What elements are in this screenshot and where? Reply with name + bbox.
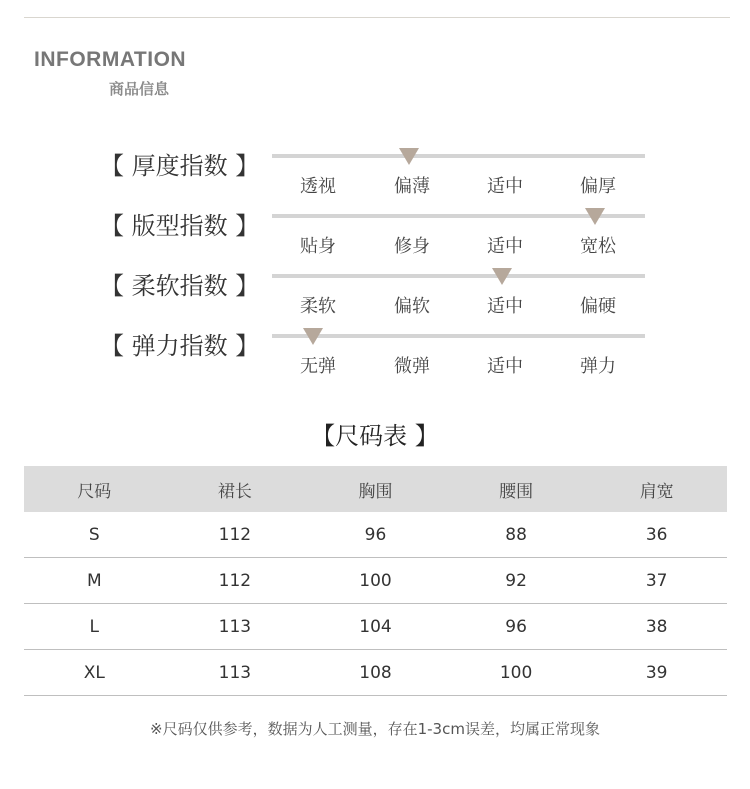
index-option: 修身 <box>394 236 430 257</box>
index-marker <box>303 328 323 345</box>
index-option: 偏薄 <box>394 176 430 197</box>
table-cell: XL <box>24 650 165 696</box>
index-row-thickness <box>0 146 750 206</box>
index-option: 贴身 <box>300 236 336 257</box>
index-option: 弹力 <box>580 356 616 377</box>
table-cell: 39 <box>586 650 727 696</box>
size-table <box>24 466 727 696</box>
information-title: INFORMATION <box>34 48 187 71</box>
index-option: 适中 <box>487 236 523 257</box>
index-option: 柔软 <box>300 296 336 317</box>
column-header: 腰围 <box>446 466 587 512</box>
table-row <box>24 604 727 650</box>
index-option: 透视 <box>300 176 336 197</box>
index-label: 【 弹力指数 】 <box>100 332 260 360</box>
table-cell: 88 <box>446 512 587 558</box>
table-row <box>24 512 727 558</box>
table-row <box>24 558 727 604</box>
index-label: 【 厚度指数 】 <box>100 152 260 180</box>
index-option: 偏硬 <box>580 296 616 317</box>
table-cell: 108 <box>305 650 446 696</box>
information-subtitle: 商品信息 <box>109 80 170 98</box>
table-cell: 113 <box>165 604 306 650</box>
index-option: 偏厚 <box>580 176 616 197</box>
table-cell: 96 <box>446 604 587 650</box>
table-cell: 92 <box>446 558 587 604</box>
table-cell: 112 <box>165 558 306 604</box>
top-divider <box>24 17 730 18</box>
index-option: 无弹 <box>300 356 336 377</box>
index-label: 【 版型指数 】 <box>100 212 260 240</box>
column-header: 尺码 <box>24 466 165 512</box>
index-label: 【 柔软指数 】 <box>100 272 260 300</box>
table-header-row <box>24 466 727 512</box>
table-cell: L <box>24 604 165 650</box>
column-header: 肩宽 <box>586 466 727 512</box>
index-bar <box>272 154 645 158</box>
table-cell: 104 <box>305 604 446 650</box>
index-option: 适中 <box>487 296 523 317</box>
table-cell: 36 <box>586 512 727 558</box>
table-row <box>24 650 727 696</box>
table-cell: 96 <box>305 512 446 558</box>
index-row-softness <box>0 266 750 326</box>
table-cell: S <box>24 512 165 558</box>
index-bar <box>272 334 645 338</box>
index-row-elasticity <box>0 326 750 386</box>
column-header: 胸围 <box>305 466 446 512</box>
index-option: 偏软 <box>394 296 430 317</box>
index-row-fit <box>0 206 750 266</box>
index-option: 宽松 <box>580 236 616 257</box>
index-option: 适中 <box>487 176 523 197</box>
index-marker <box>492 268 512 285</box>
column-header: 裙长 <box>165 466 306 512</box>
table-cell: M <box>24 558 165 604</box>
index-marker <box>585 208 605 225</box>
index-option: 适中 <box>487 356 523 377</box>
table-cell: 113 <box>165 650 306 696</box>
table-cell: 38 <box>586 604 727 650</box>
table-cell: 37 <box>586 558 727 604</box>
table-cell: 100 <box>305 558 446 604</box>
size-chart-title: 【尺码表 】 <box>311 422 439 450</box>
index-bar <box>272 274 645 278</box>
table-cell: 112 <box>165 512 306 558</box>
footnote: ※尺码仅供参考，数据为人工测量，存在1-3cm误差，均属正常现象 <box>150 720 600 738</box>
index-marker <box>399 148 419 165</box>
index-option: 微弹 <box>394 356 430 377</box>
table-cell: 100 <box>446 650 587 696</box>
